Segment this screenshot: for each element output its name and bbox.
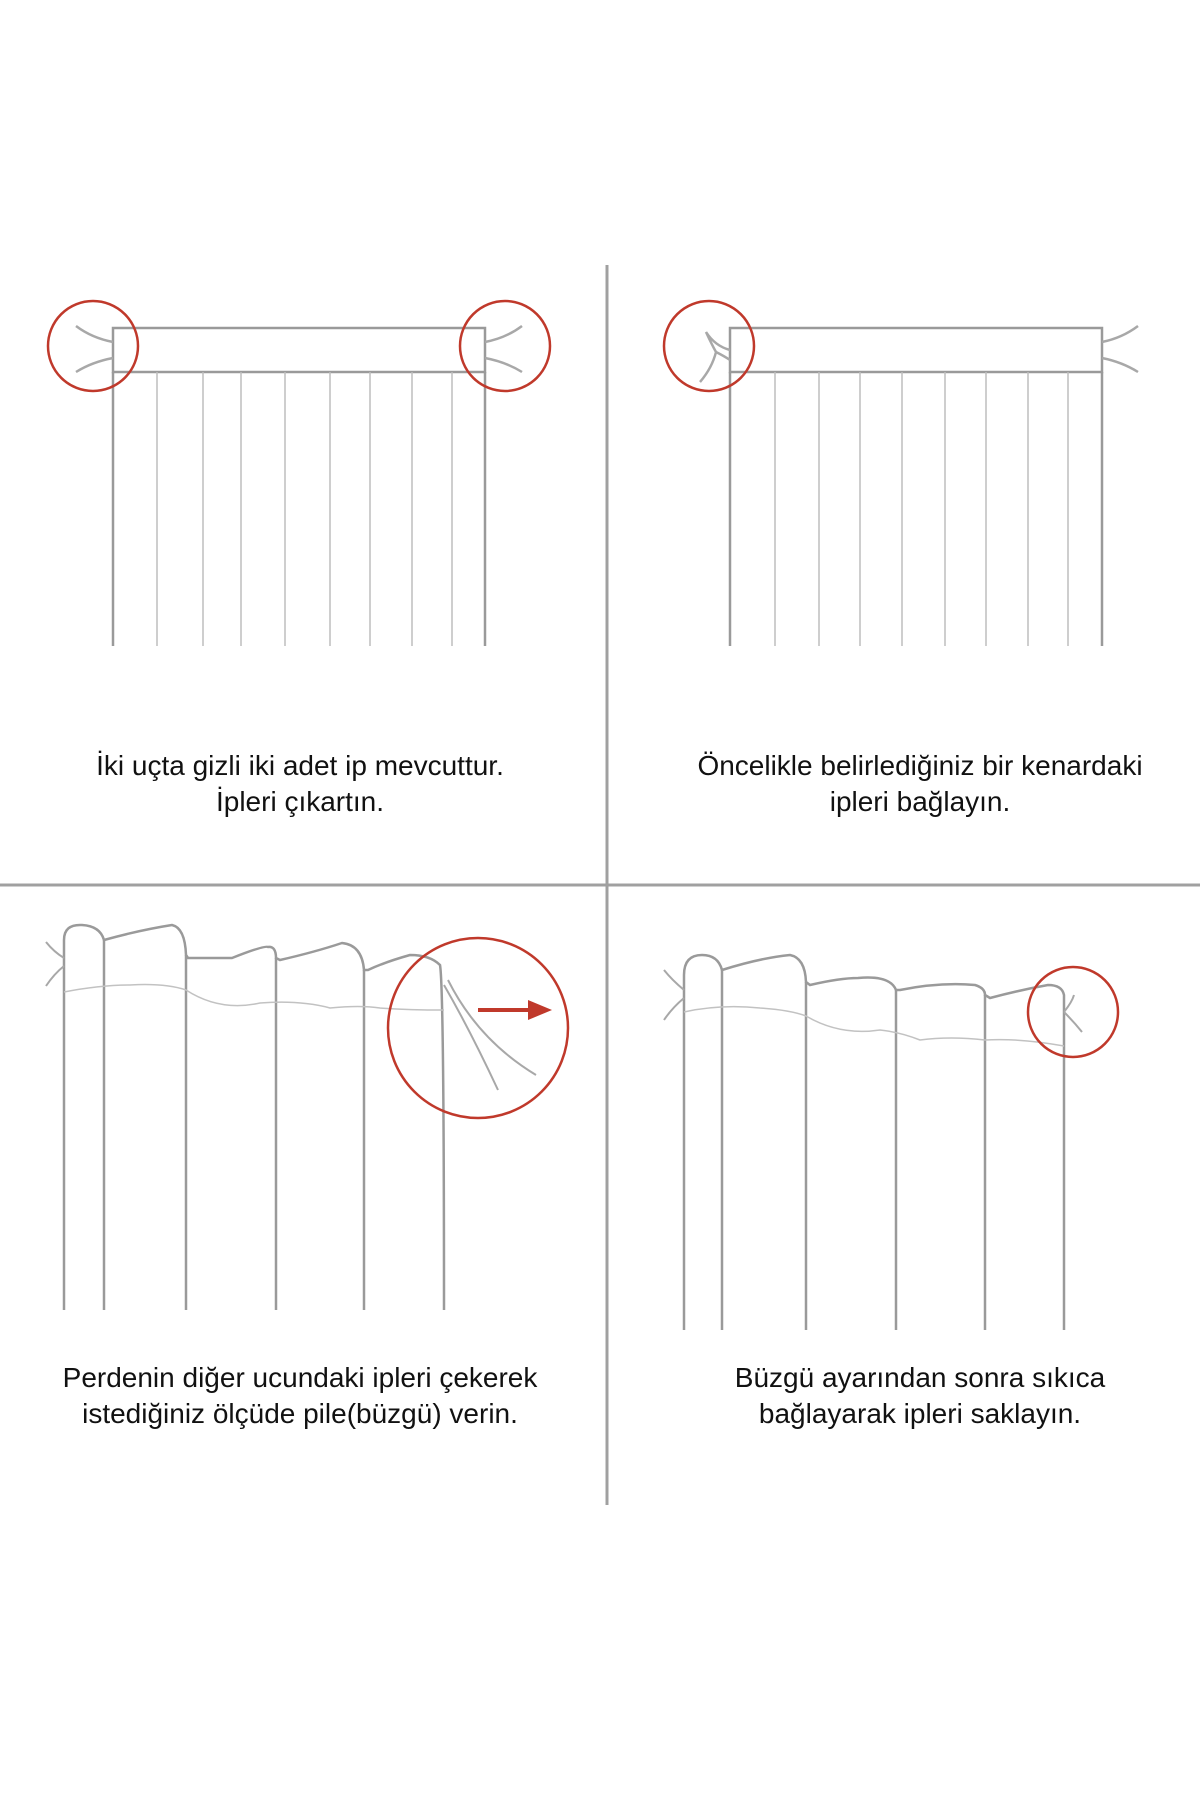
gathered-top-edge	[64, 925, 444, 1310]
step-3-caption	[20, 1360, 580, 1432]
step-4-line-1: Büzgü ayarından sonra sıkıca	[734, 1362, 1106, 1393]
thread-left-tied	[46, 942, 64, 986]
thread-right	[1102, 326, 1138, 372]
curtain-pleat-lines	[157, 372, 452, 646]
step-2-line-2: ipleri bağlayın.	[829, 786, 1011, 817]
curtain-header-band	[113, 328, 485, 372]
curtain-header-band	[730, 328, 1102, 372]
gathered-thread-line	[64, 985, 444, 1010]
highlight-circle-left	[664, 301, 754, 391]
step-4-caption	[640, 1360, 1200, 1432]
step-1-caption	[20, 748, 580, 820]
step-2-line-1: Öncelikle belirlediğiniz bir kenardaki	[697, 750, 1143, 781]
step-1-line-2: İpleri çıkartın.	[215, 786, 385, 817]
panel-1-curtain	[76, 326, 522, 646]
step-4-line-2: bağlayarak ipleri saklayın.	[758, 1398, 1082, 1429]
highlight-circle-right	[460, 301, 550, 391]
highlight-circle-left	[48, 301, 138, 391]
gathered-top-edge	[684, 955, 1064, 1330]
step-1-line-1: İki uçta gizli iki adet ip mevcuttur.	[96, 750, 504, 781]
thread-tied-knot	[700, 332, 730, 382]
highlight-circle-zoom	[388, 938, 568, 1118]
panel-2-curtain	[700, 326, 1138, 646]
thread-left	[76, 326, 113, 372]
step-3-line-1: Perdenin diğer ucundaki ipleri çekerek	[62, 1362, 538, 1393]
panel-4-curtain	[664, 955, 1082, 1330]
step-3-line-2: istediğiniz ölçüde pile(büzgü) verin.	[82, 1398, 518, 1429]
gathered-thread-line	[684, 1007, 1064, 1046]
thread-right	[485, 326, 522, 372]
step-2-caption	[640, 748, 1200, 820]
curtain-pleat-lines	[775, 372, 1068, 646]
thread-pulled-end	[444, 980, 536, 1090]
thread-left-tied	[664, 970, 684, 1020]
highlight-circle-knot	[1028, 967, 1118, 1057]
pull-arrow-icon	[478, 1000, 552, 1020]
thread-right-tied-knot	[1064, 995, 1082, 1032]
